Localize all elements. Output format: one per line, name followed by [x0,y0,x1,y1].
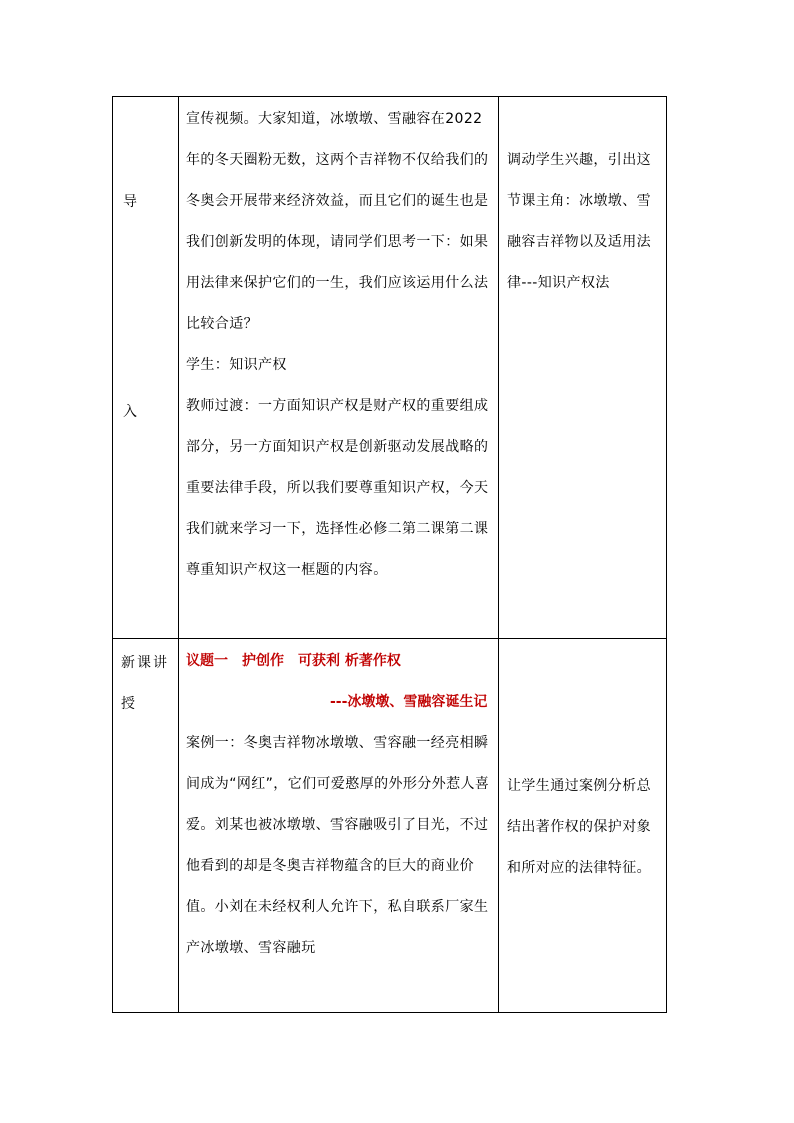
stage-char-2: 入 [123,404,137,420]
stage-label-new-lesson: 新课讲授 [121,655,169,712]
purpose-text-intro: 调动学生兴趣，引出这节课主角：冰墩墩、雪融容吉祥物以及适用法律---知识产权法 [507,152,651,291]
purpose-text-new-lesson: 让学生通过案例分析总结出著作权的保护对象和所对应的法律特征。 [507,778,651,876]
purpose-cell-intro [499,97,667,639]
stage-cell-intro [113,97,179,639]
intro-paragraph-3: 教师过渡：一方面知识产权是财产权的重要组成部分，另一方面知识产权是创新驱动发展战略的重要法律手段，所以我们要尊重知识产权，今天我们就来学习一下，选择性必修二第二课第二课尊重知识产权这一框题的内容。 [186,398,489,578]
case-paragraph-1: 案例一：冬奥吉祥物冰墩墩、雪容融一经亮相瞬间成为“网红”，它们可爱憨厚的外形分外惹人喜爱。刘某也被冰墩墩、雪容融吸引了目光，不过他看到的却是冬奥吉祥物蕴含的巨大的商业价值。小刘在未经权利人允许下，私自联系厂家生产冰墩墩、雪容融玩 [186,735,490,956]
intro-paragraph-2: 学生：知识产权 [186,357,287,373]
table-row-new-lesson [113,639,667,1013]
content-cell-intro [179,97,499,639]
purpose-cell-new-lesson [499,639,667,1013]
content-cell-new-lesson [179,639,499,1013]
lesson-plan-table [112,96,667,1013]
table-row-intro [113,97,667,639]
stage-char-1: 导 [123,194,137,210]
intro-paragraph-1: 宣传视频。大家知道，冰墩墩、雪融容在2022 年的冬天圈粉无数，这两个吉祥物不仅给我们的冬奥会开展带来经济效益，而且它们的诞生也是我们创新发明的体现，请同学们思考一下：如果用法律来保护它们的一生，我们应该运用什么法比较合适？ [186,111,489,332]
stage-cell-new-lesson [113,639,179,1013]
topic-subtitle: ---冰墩墩、雪融容诞生记 [330,694,488,710]
topic-title: 议题一 护创作 可获利 析著作权 [186,653,401,669]
